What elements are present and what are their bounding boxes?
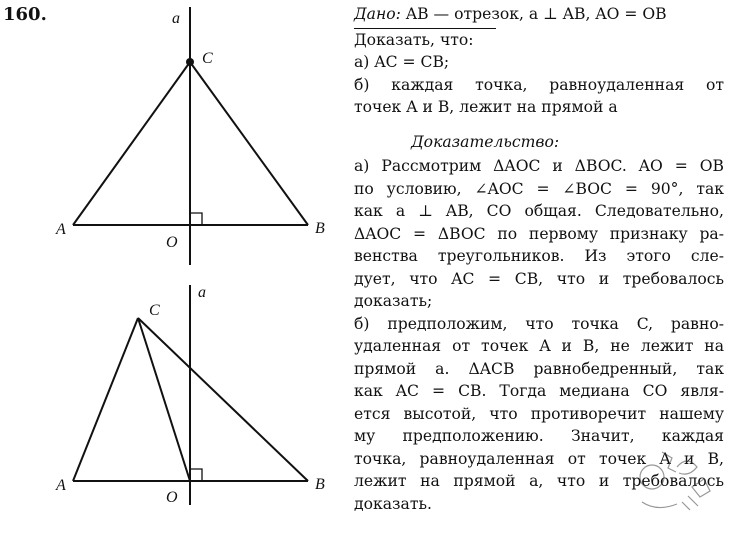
label-a-bottom: A: [56, 477, 66, 494]
given-line: [354, 3, 724, 26]
proof-line: венства треугольников. Из этого сле-: [354, 247, 724, 265]
proof-line: ется высотой, что противоречит нашему: [354, 404, 724, 423]
label-a-axis-top: a: [172, 10, 180, 27]
proof-line: ΔAOC = ΔBOC по первому признаку ра-: [354, 224, 724, 243]
figure-bottom: [55, 284, 325, 506]
proof-line: по условию, ∠AOC = ∠BOC = 90°, так: [354, 179, 724, 198]
prove-item-b-line1: б) каждая точка, равноудаленная от: [354, 75, 724, 94]
proof-line: лежит на прямой a, что и требовалось: [354, 472, 724, 490]
prove-item-a: а) AC = CB;: [354, 53, 450, 71]
right-angle-mark-top: [190, 213, 202, 225]
label-a-axis-bottom: a: [198, 284, 206, 301]
label-b-top: B: [315, 220, 325, 237]
prove-item-b-line2: точек A и B, лежит на прямой a: [354, 98, 618, 116]
proof-line: как AC = CB. Тогда медиана CO явля-: [354, 382, 724, 400]
label-c-top: C: [202, 50, 213, 67]
segment-ac-top: [73, 62, 190, 225]
label-a-top: A: [56, 221, 66, 238]
segment-cb-top: [190, 62, 308, 225]
label-b-bottom: B: [315, 476, 325, 493]
label-c-bottom: C: [149, 302, 160, 319]
problem-number: 160.: [3, 4, 47, 25]
proof-line: прямой a. ΔACB равнобедренный, так: [354, 359, 724, 378]
proof-line: доказать;: [354, 292, 433, 310]
figure-top: [55, 7, 325, 265]
proof-line: доказать.: [354, 494, 432, 513]
given-body: AB — отрезок, a ⊥ AB, AO = OB: [405, 5, 667, 23]
proof-line: точка, равноудаленная от точек A и B,: [354, 449, 724, 468]
proof-title: Доказательство:: [411, 132, 560, 151]
proof-line: му предположению. Значит, каждая: [354, 427, 724, 445]
proof-line: удаленная от точек A и B, не лежит на: [354, 337, 724, 355]
proof-line: дует, что AC = CB, что и требовалось: [354, 269, 724, 288]
proof-line: а) Рассмотрим ΔAOC и ΔBOC. AO = OB: [354, 157, 724, 175]
label-o-top: O: [166, 234, 178, 251]
prove-title: Доказать, что:: [354, 30, 474, 49]
geometry-figures: [0, 0, 350, 549]
given-title: Дано:: [354, 5, 401, 23]
segment-ac-bottom: [73, 318, 138, 481]
proof-line: как a ⊥ AB, CO общая. Следовательно,: [354, 202, 724, 220]
label-o-bottom: O: [166, 489, 178, 506]
right-angle-mark-bottom: [190, 469, 202, 481]
point-c-top: [186, 58, 194, 66]
watermark-stamp: [622, 432, 732, 522]
proof-line: б) предположим, что точка C, равно-: [354, 314, 724, 333]
